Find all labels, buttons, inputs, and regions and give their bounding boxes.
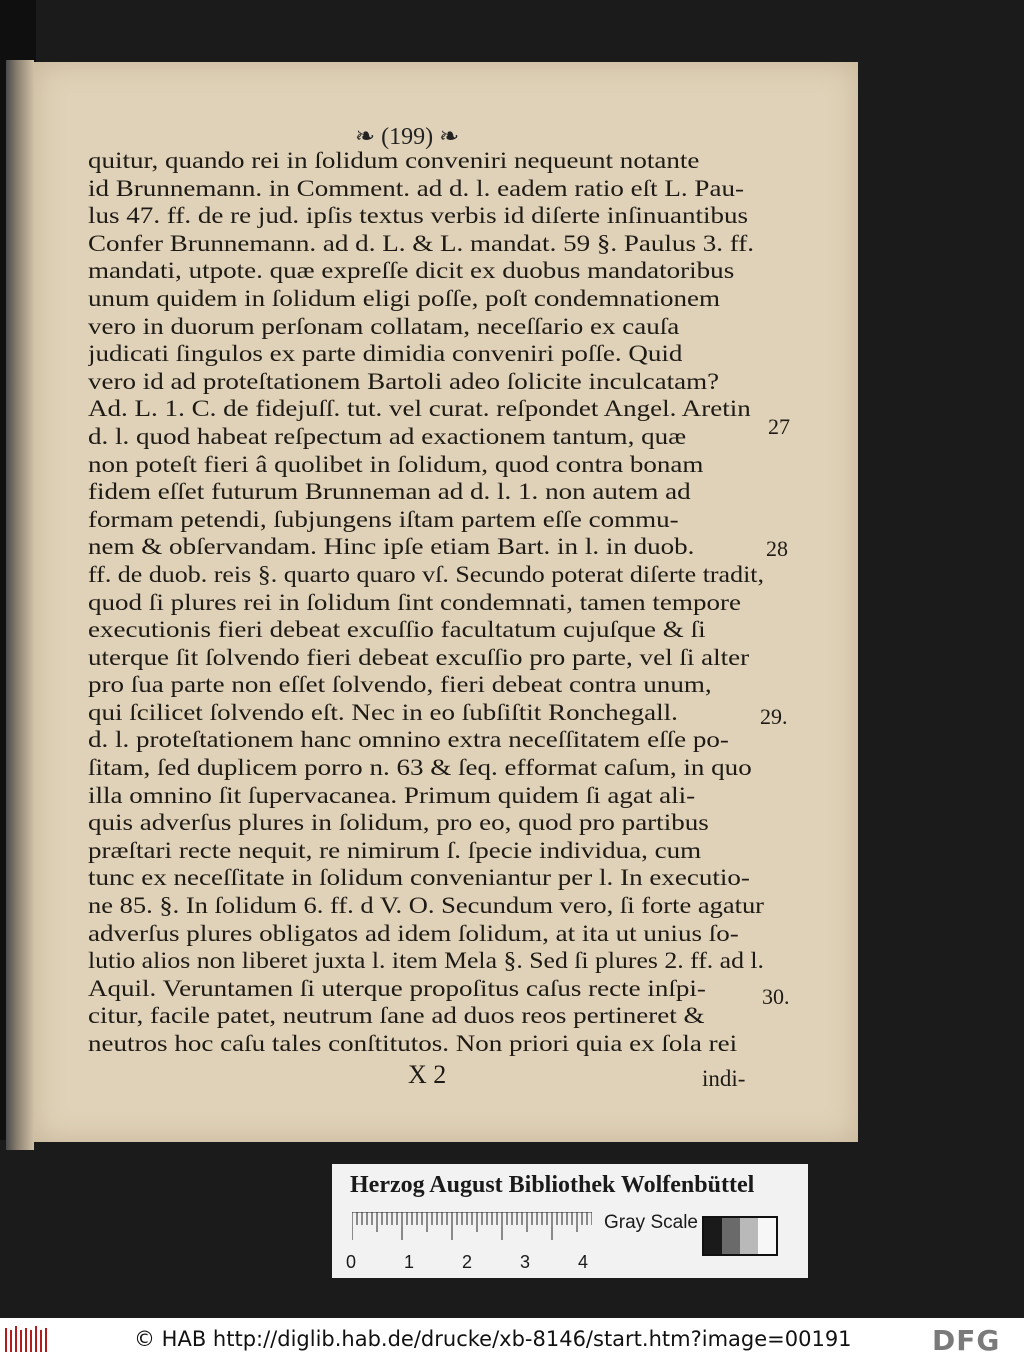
footer-bar (0, 1318, 1024, 1362)
library-title: Herzog August Bibliothek Wolfenbüttel (350, 1172, 755, 1198)
text-line: fidem eſſet futurum Brunneman ad d. l. 1. non autem ad (88, 479, 691, 506)
ruler-number: 2 (462, 1252, 473, 1272)
text-line: lutio alios non liberet juxta l. item Mela §. Sed ſi plures 2. ff. ad l. (88, 948, 764, 975)
text-line: ff. de duob. reis §. quarto quaro vſ. Secundo poterat diſerte tradit, (88, 561, 764, 588)
margin-note-30: 30. (762, 984, 790, 1009)
text-line: quitur, quando rei in ſolidum conveniri nequeunt notante (88, 148, 700, 174)
text-line: mandati, utpote. quæ expreſſe dicit ex duobus mandatoribus (88, 258, 735, 285)
text-line: vero in duorum perſonam collatam, neceſſario ex cauſa (88, 313, 680, 340)
text-line: neutros hoc caſu tales conſtitutos. Non priori quia ex ſola rei (88, 1031, 738, 1057)
text-line: ſitam, ſed duplicem porro n. 63 & ſeq. efformat caſum, in quo (88, 755, 752, 782)
page-text (88, 148, 768, 1059)
margin-note-29: 29. (760, 704, 788, 729)
text-line: præſtari recte nequit, re nimirum ſ. ſpecie individua, cum (88, 837, 702, 864)
ruler-scale (352, 1212, 592, 1240)
text-line: tunc ex neceſſitate in ſolidum conveniantur per l. In executio- (88, 865, 750, 892)
text-line: vero id ad proteſtationem Bartoli adeo ſolicite inculcatam? (88, 368, 720, 395)
text-line: uterque ſit ſolvendo fieri debeat excuſſio pro parte, vel ſi alter (88, 644, 750, 671)
text-line: d. l. quod habeat reſpectum ad exactionem tantum, quæ (88, 423, 687, 450)
page-edge (6, 60, 34, 1150)
ruler-number: 0 (346, 1252, 357, 1272)
text-line: nem & obſervandam. Hinc ipſe etiam Bart. in l. in duob. (88, 534, 695, 561)
text-line: illa omnino ſit ſupervacanea. Primum quidem ſi agat ali- (88, 782, 696, 809)
text-line: judicati ſingulos ex parte dimidia conveniri poſſe. Quid (88, 341, 683, 368)
copyright-url: © HAB http://diglib.hab.de/drucke/xb-8146/start.htm?image=00191 (134, 1327, 852, 1351)
text-line: Confer Brunnemann. ad d. L. & L. mandat. 59 §. Paulus 3. ff. (88, 230, 755, 257)
text-line: citur, facile patet, neutrum ſane ad duos reos pertineret & (88, 1003, 705, 1030)
signature-mark: X 2 (408, 1060, 447, 1089)
text-line: Aquil. Veruntamen ſi uterque propoſitus caſus recte inſpi- (88, 975, 706, 1002)
library-color-card (332, 1164, 808, 1278)
text-line: non poteſt fieri â quolibet in ſolidum, quod contra bonam (88, 451, 704, 478)
text-line: ne 85. §. In ſolidum 6. ff. d V. O. Secundum vero, ſi forte agatur (88, 893, 764, 920)
text-line: Ad. L. 1. C. de fidejuſſ. tut. vel curat. reſpondet Angel. Aretin (88, 396, 751, 423)
page-number: ❧ (199) ❧ (355, 124, 460, 150)
text-line: unum quidem in ſolidum eligi poſſe, poſt condemnationem (88, 285, 721, 312)
gray-scale-swatch (702, 1216, 778, 1256)
dfg-logo: DFG (932, 1324, 1001, 1357)
text-line: executionis fieri debeat excuſſio facultatum cujuſque & ſi (88, 617, 706, 644)
text-line: id Brunnemann. in Comment. ad d. l. eadem ratio eſt L. Pau- (88, 175, 744, 202)
ruler-number: 4 (578, 1252, 589, 1272)
margin-note-28: 28 (766, 536, 788, 561)
text-line: adverſus plures obligatos ad idem ſolidum, at ita ut unius ſo- (88, 920, 739, 947)
margin-note-27: 27 (768, 414, 790, 439)
text-line: d. l. proteſtationem hanc omnino extra neceſſitatem eſſe po- (88, 727, 729, 754)
text-line: qui ſcilicet ſolvendo eſt. Nec in eo ſubſiſtit Ronchegall. (88, 699, 678, 726)
text-line: quod ſi plures rei in ſolidum ſint condemnati, tamen tempore (88, 589, 741, 616)
ruler-number: 1 (404, 1252, 415, 1272)
catchword: indi- (702, 1066, 746, 1091)
hab-logo-icon (4, 1324, 48, 1356)
text-line: pro ſua parte non eſſet ſolvendo, fieri debeat contra unum, (88, 672, 712, 699)
text-line: formam petendi, ſubjungens iſtam partem eſſe commu- (88, 506, 679, 533)
text-line: quis adverſus plures in ſolidum, pro eo, quod pro partibus (88, 810, 709, 837)
gray-scale-label: Gray Scale (604, 1212, 698, 1233)
text-line: lus 47. ff. de re jud. ipſis textus verbis id diſerte inſinuantibus (88, 203, 749, 230)
ruler-number: 3 (520, 1252, 531, 1272)
